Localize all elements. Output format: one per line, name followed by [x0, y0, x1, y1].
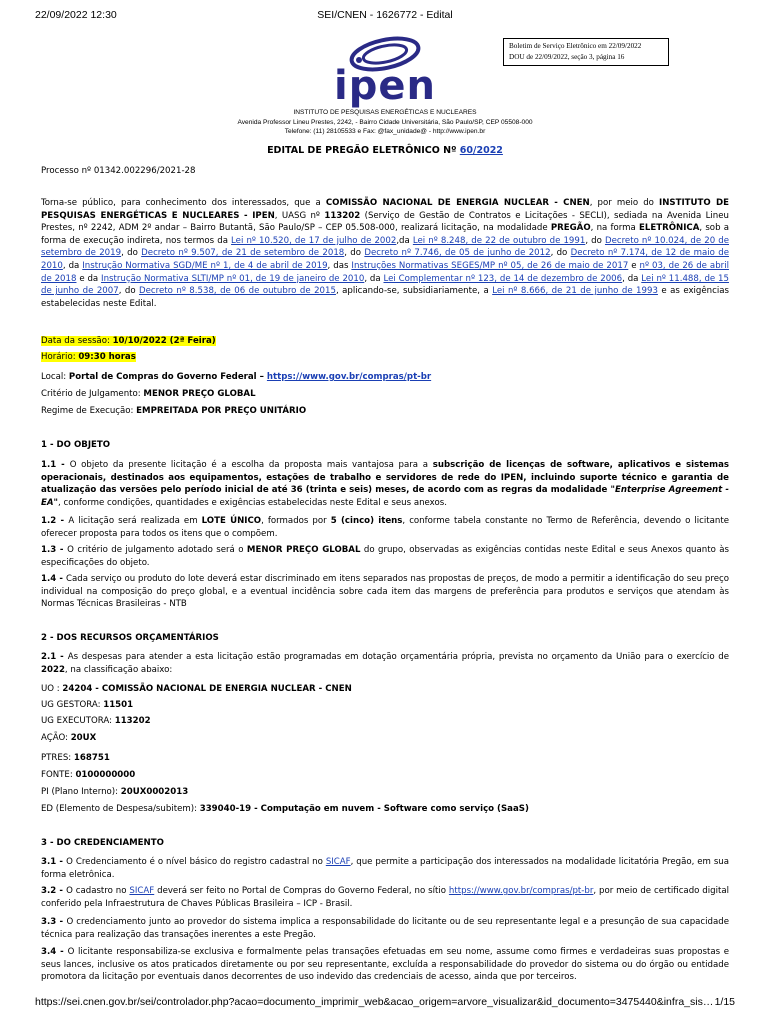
print-header	[0, 9, 770, 23]
ipen-logo	[330, 30, 440, 109]
stamp-line-1: Boletim de Serviço Eletrônico em 22/09/2022	[509, 42, 642, 50]
session-date: Data da sessão: 10/10/2022 (2ª Feira)	[41, 336, 216, 346]
law-link[interactable]: Instruções Normativas SEGES/MP nº 05, de 26 de maio de 2017	[351, 260, 629, 271]
clause-1-4: 1.4 - Cada serviço ou produto do lote deverá estar discriminado em itens separados nas propostas de preços, de modo a permitir a identificação do seu preço individual na composição do preço global, e a eventual incidência sobre cada item das margens de preferência para produtos e serviços que atendam às Normas Técnicas Brasileiras - NTB	[41, 574, 729, 610]
edital-title: EDITAL DE PREGÃO ELETRÔNICO Nº 60/2022	[267, 145, 503, 156]
clause-3-2: 3.2 - O cadastro no SICAF deverá ser feito no Portal de Compras do Governo Federal, no sítio https://www.gov.br/compras/pt-br, por meio de certificado digital conferido pela Infraestrutura de Chaves Públicas Brasileira – ICP - Brasil.	[41, 886, 730, 909]
budget-ug-executora: UG EXECUTORA: 113202	[41, 716, 151, 726]
clause-3-3: 3.3 - O credenciamento junto ao provedor do sistema implica a responsabilidade do licitante ou de seu representante legal e a presunção de sua capacidade técnica para realização das transações inerentes a este Pregão.	[41, 917, 730, 940]
page-number: 1/15	[714, 996, 735, 1008]
law-link[interactable]: nº 03, de 26 de abril de 2018	[41, 260, 729, 284]
clause-1-3: 1.3 - O critério de julgamento adotado será o MENOR PREÇO GLOBAL do grupo, observadas as exigências contidas neste Edital e seus Anexos quanto às especificações do objeto.	[41, 545, 729, 568]
budget-acao: AÇÃO: 20UX	[41, 733, 97, 743]
session-criterio: Critério de Julgamento: MENOR PREÇO GLOBAL	[41, 389, 256, 399]
budget-fonte: FONTE: 0100000000	[41, 770, 136, 780]
budget-ed: ED (Elemento de Despesa/subitem): 339040-19 - Computação em nuvem - Software como serviço (SaaS)	[41, 804, 529, 814]
compras-portal-link[interactable]: https://www.gov.br/compras/pt-br	[448, 886, 594, 896]
stamp-line-2: DOU de 22/09/2022, seção 3, página 16	[509, 53, 625, 61]
logo-wordmark: ipen	[334, 63, 436, 109]
compras-portal-link[interactable]: https://www.gov.br/compras/pt-br	[266, 372, 432, 382]
law-link[interactable]: Instrução Normativa SGD/ME nº 1, de 4 de abril de 2019	[82, 260, 328, 271]
clause-1-1: 1.1 - O objeto da presente licitação é a escolha da proposta mais vantajosa para a subscrição de licenças de software, aplicativos e sistemas operacionais, destinados aos equipamentos, estações de trabalho e servidores de rede do IPEN, incluindo suporte técnico e garantia de atualização das versões pelo período inicial de até 36 (trinta e seis) meses, de acordo com as regras da modalidade "Enterprise Agreement - EA", conforme condições, quantidades e exigências estabelecidas neste Edital e seus anexos.	[41, 460, 730, 508]
law-link[interactable]: Lei nº 10.520, de 17 de julho de 2002	[231, 235, 397, 246]
section-1-heading: 1 - DO OBJETO	[41, 440, 111, 450]
publication-stamp	[503, 38, 669, 66]
law-link[interactable]: Decreto nº 8.538, de 06 de outubro de 2015	[139, 286, 336, 297]
budget-uo: UO : 24204 - COMISSÃO NACIONAL DE ENERGIA NUCLEAR - CNEN	[41, 684, 352, 694]
edital-number-link[interactable]: 60/2022	[459, 145, 503, 156]
clause-3-4: 3.4 - O licitante responsabiliza-se exclusiva e formalmente pelas transações efetuadas em seu nome, assume como firmes e verdadeiras suas propostas e seus lances, inclusive os atos praticados diretamente ou por seu representante, excluída a responsabilidade do provedor do sistema ou do órgão ou entidade promotora da licitação por eventuais danos decorrentes de uso indevido das credenciais de acesso, ainda que por terceiros.	[41, 947, 729, 983]
session-time: Horário: 09:30 horas	[41, 352, 136, 362]
law-link[interactable]: Decreto nº 7.746, de 05 de junho de 2012	[364, 248, 551, 259]
law-link[interactable]: Lei nº 11.488, de 15 de junho de 2007	[41, 273, 729, 297]
process-number: Processo nº 01342.002296/2021-28	[41, 166, 196, 176]
budget-pi: PI (Plano Interno): 20UX0002013	[41, 787, 189, 797]
print-url: https://sei.cnen.gov.br/sei/controlador.php?acao=documento_imprimir_web&acao_origem=arvore_visualizar&id_documento=3475440&infra_sis…	[35, 996, 714, 1008]
clause-2-1: 2.1 - As despesas para atender a esta licitação estão programadas em dotação orçamentária própria, prevista no orçamento da União para o exercício de 2022, na classificação abaixo:	[41, 652, 730, 675]
institution-phone: Telefone: (11) 28105533 e Fax: @fax_unidade@ - http://www.ipen.br	[284, 128, 486, 135]
sicaf-link[interactable]: SICAF	[129, 886, 155, 896]
law-link[interactable]: Lei Complementar nº 123, de 14 de dezembro de 2006	[383, 273, 623, 284]
section-3-heading: 3 - DO CREDENCIAMENTO	[41, 838, 164, 848]
print-footer	[0, 996, 770, 1010]
law-link[interactable]: Decreto nº 10.024, de 20 de setembro de 2019	[41, 235, 729, 259]
session-local: Local: Portal de Compras do Governo Federal – https://www.gov.br/compras/pt-br	[41, 372, 432, 382]
institution-name: INSTITUTO DE PESQUISAS ENERGÉTICAS E NUCLEARES	[293, 109, 477, 116]
session-regime: Regime de Execução: EMPREITADA POR PREÇO UNITÁRIO	[41, 406, 307, 416]
print-doc-title: SEI/CNEN - 1626772 - Edital	[317, 9, 453, 21]
clause-3-1: 3.1 - O Credenciamento é o nível básico do registro cadastral no SICAF, que permite a participação dos interessados na modalidade licitatória Pregão, em sua forma eletrônica.	[41, 857, 730, 880]
institution-address: Avenida Professor Lineu Prestes, 2242, - Bairro Cidade Universitária, São Paulo/SP, CEP 05508-000	[237, 118, 533, 126]
law-link[interactable]: Decreto nº 7.174, de 12 de maio de 2010	[41, 248, 729, 271]
law-link[interactable]: Lei nº 8.248, de 22 de outubro de 1991	[412, 235, 586, 246]
section-2-heading: 2 - DOS RECURSOS ORÇAMENTÁRIOS	[41, 633, 219, 643]
budget-ug-gestora: UG GESTORA: 11501	[41, 700, 134, 710]
sicaf-link[interactable]: SICAF	[325, 857, 351, 867]
law-link[interactable]: Lei nº 8.666, de 21 de junho de 1993	[492, 286, 658, 297]
budget-ptres: PTRES: 168751	[41, 753, 110, 763]
institution-block	[0, 108, 770, 137]
clause-1-2: 1.2 - A licitação será realizada em LOTE ÚNICO, formados por 5 (cinco) itens, conforme tabela constante no Termo de Referência, devendo o licitante oferecer proposta para todos os itens que o compõem.	[41, 516, 730, 539]
intro-paragraph: Torna-se público, para conhecimento dos interessados, que a COMISSÃO NACIONAL DE ENERGIA NUCLEAR - CNEN, por meio do INSTITUTO DE PESQUISAS ENERGÉTICAS E NUCLEARES - IPEN, UASG nº 113202 (Serviço de Gestão de Contratos e Licitações - SECLI), sediada na Avenida Lineu Prestes, nº 2242, ADM 2º andar – Bairro Butantã, São Paulo/SP – CEP 05.508-000, realizará licitação, na modalidade PREGÃO, na forma ELETRÔNICA, sob a forma de execução indireta, nos termos da Lei nº 10.520, de 17 de julho de 2002,da Lei nº 8.248, de 22 de outubro de 1991, do Decreto nº 10.024, de 20 de setembro de 2019, do Decreto nº 9.507, de 21 de setembro de 2018, do Decreto nº 7.746, de 05 de junho de 2012, do Decreto nº 7.174, de 12 de maio de 2010, da Instrução Normativa SGD/ME nº 1, de 4 de abril de 2019, das Instruções Normativas SEGES/MP nº 05, de 26 de maio de 2017 e nº 03, de 26 de abril de 2018 e da Instrução Normativa SLTI/MP nº 01, de 19 de janeiro de 2010, da Lei Complementar nº 123, de 14 de dezembro de 2006, da Lei nº 11.488, de 15 de junho de 2007, do Decreto nº 8.538, de 06 de outubro de 2015, aplicando-se, subsidiariamente, a Lei nº 8.666, de 21 de junho de 1993 e as exigências estabelecidas neste Edital.	[41, 198, 729, 309]
print-date: 22/09/2022 12:30	[35, 9, 117, 21]
law-link[interactable]: Decreto nº 9.507, de 21 de setembro de 2018	[141, 248, 345, 259]
law-link[interactable]: Instrução Normativa SLTI/MP nº 01, de 19 de janeiro de 2010	[101, 273, 365, 284]
